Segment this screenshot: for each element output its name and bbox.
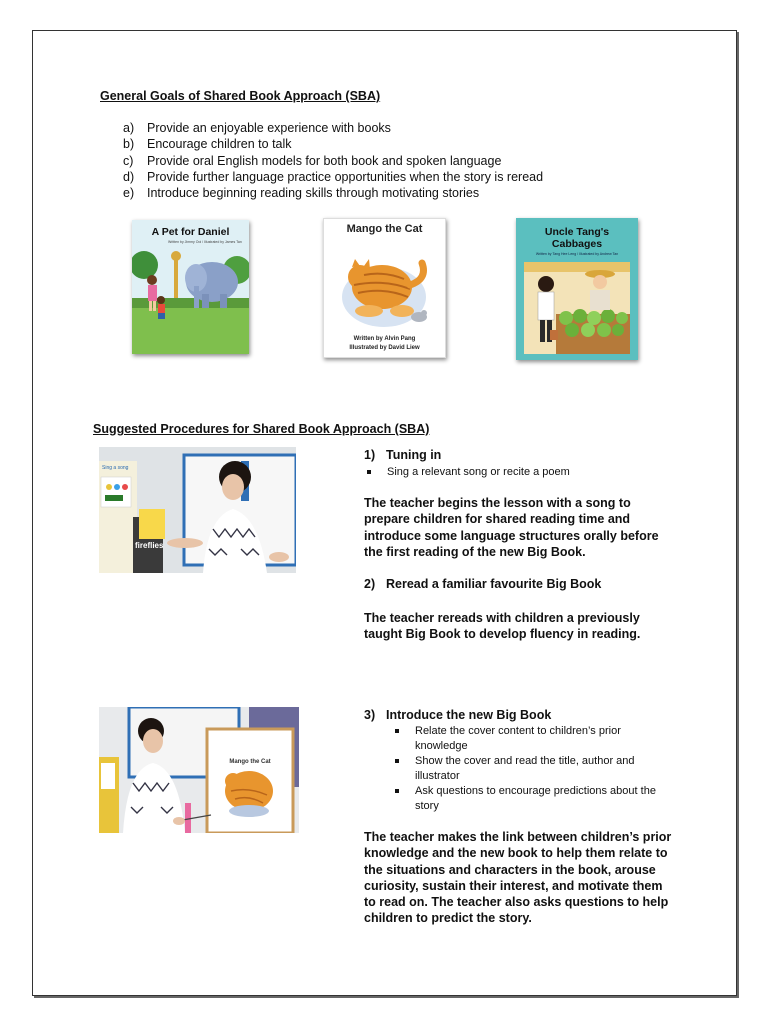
book-credit: Written by Jimmy Ooi / Illustrated by James Tan <box>168 240 242 244</box>
step-title-text: Reread a familiar favourite Big Book <box>386 577 602 591</box>
goal-item <box>123 169 543 185</box>
goal-text: Introduce beginning reading skills through motivating stories <box>147 186 480 201</box>
step-number: 3) <box>364 708 376 722</box>
uncle-tang-illustration <box>516 218 638 360</box>
bullet-text: Sing a relevant song or recite a poem <box>387 466 570 478</box>
goal-marker: d) <box>123 169 135 184</box>
goals-list <box>123 120 543 201</box>
easel-book-title: Mango the Cat <box>229 759 271 765</box>
bullet-text: Show the cover and read the title, author and illustrator <box>415 755 635 782</box>
goal-item <box>123 136 543 152</box>
pet-for-daniel-illustration <box>132 220 249 354</box>
goal-marker: c) <box>123 153 134 168</box>
step-title-text: Introduce the new Big Book <box>386 708 552 722</box>
teacher-singing-scene <box>99 447 296 573</box>
book-cover-mango-the-cat <box>323 218 446 358</box>
step-number: 1) <box>364 448 376 462</box>
board-label: Sing a song <box>102 465 129 471</box>
book-title-line-2: Cabbages <box>551 238 603 250</box>
book-credit-author: Written by Alvin Pang <box>353 336 416 342</box>
step-title-text: Tuning in <box>386 448 442 462</box>
book-title-line-1: Uncle Tang's <box>544 226 610 238</box>
goal-item <box>123 153 543 169</box>
bullet-text: Relate the cover content to children’s prior knowledge <box>415 725 621 752</box>
step-3-bullet <box>395 754 665 784</box>
goals-heading: General Goals of Shared Book Approach (SBA) <box>100 89 381 103</box>
step-1-title <box>364 448 441 462</box>
bullet-marker <box>395 789 399 793</box>
bullet-marker <box>395 759 399 763</box>
goal-text: Encourage children to talk <box>147 137 292 152</box>
teacher-big-book-scene <box>99 707 299 833</box>
photo-teacher-singing <box>99 447 296 573</box>
step-number: 2) <box>364 577 376 591</box>
goal-item <box>123 185 543 201</box>
book-label: fireflies <box>135 541 164 550</box>
goal-text: Provide oral English models for both book and spoken language <box>147 153 502 168</box>
book-title: A Pet for Daniel <box>151 226 230 238</box>
book-credit: Written by Tang Hee Leng / Illustrated by Andrew Tan <box>535 252 619 256</box>
book-title: Mango the Cat <box>346 223 423 235</box>
step-2-title <box>364 577 601 591</box>
goal-text: Provide further language practice opportunities when the story is reread <box>147 169 544 184</box>
book-cover-pet-for-daniel <box>132 220 249 354</box>
goal-marker: e) <box>123 186 135 201</box>
step-1-description: The teacher begins the lesson with a song to prepare children for shared reading time and introduce some language structures orally before the first reading of the new Big Book. <box>364 496 659 559</box>
book-credit-illustrator: Illustrated by David Liew <box>349 345 420 351</box>
step-3-description: The teacher makes the link between children’s prior knowledge and the new book to help them relate to the situations and characters in the book, arouse curiosity, sustain their interest, and motivate them to read on. The teacher also asks questions to help children to predict the story. <box>364 830 672 926</box>
book-cover-uncle-tangs-cabbages <box>516 218 638 360</box>
bullet-marker <box>367 470 371 474</box>
goal-marker: a) <box>123 121 135 135</box>
goal-marker: b) <box>123 137 135 152</box>
step-3-bullet <box>395 784 665 814</box>
photo-teacher-big-book <box>99 707 299 833</box>
step-2-description: The teacher rereads with children a previously taught Big Book to develop fluency in reading. <box>364 611 641 642</box>
procedures-heading: Suggested Procedures for Shared Book Approach (SBA) <box>93 422 430 436</box>
bullet-marker <box>395 729 399 733</box>
step-1-bullet <box>367 465 667 480</box>
bullet-text: Ask questions to encourage predictions about the story <box>415 785 656 812</box>
step-3-title <box>364 708 551 722</box>
goal-text: Provide an enjoyable experience with books <box>147 121 391 135</box>
step-3-bullet <box>395 724 665 754</box>
goal-item <box>123 120 543 136</box>
